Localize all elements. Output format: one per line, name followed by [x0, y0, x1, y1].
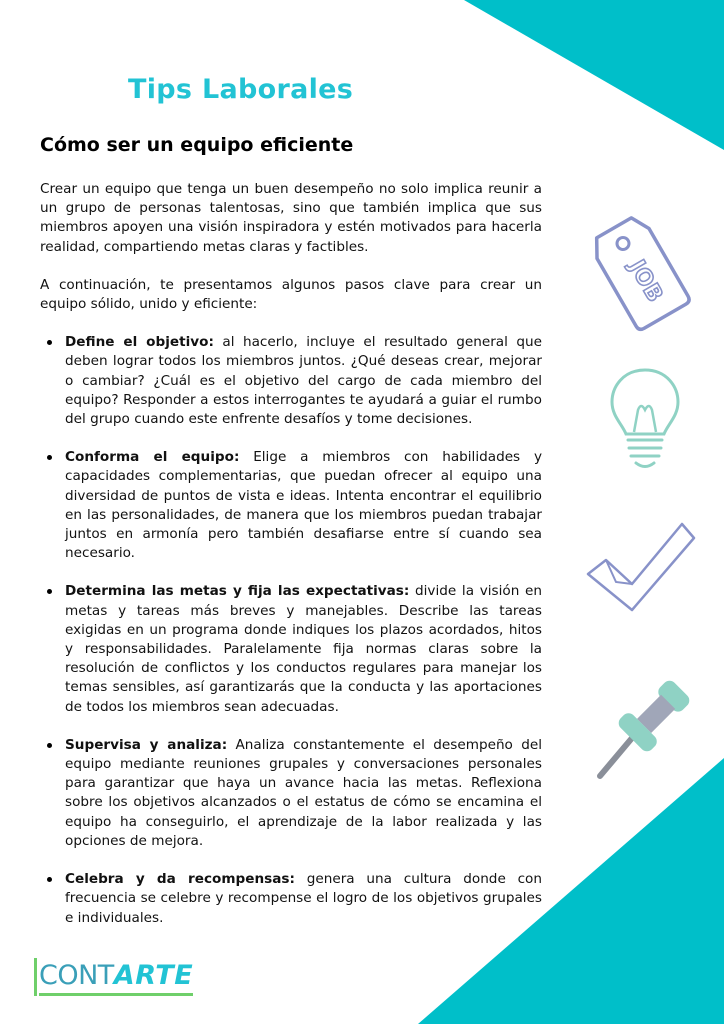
logo-text-cont: CONT: [39, 960, 114, 991]
steps-list: [40, 333, 542, 927]
intro-paragraph-2: A continuación, te presentamos algunos pasos clave para crear un equipo sólido, unido y eficiente:: [40, 276, 542, 313]
step-text: Analiza constantemente el desempeño del equipo mediante reuniones grupales y conversaciones personales para garantizar que haya un avance hacia las metas. Reflexiona sobre los objetivos alcanzados o el estatus de cómo se encamina el equipo ha conseguirlo, el aprendizaje de la labor realizada y las opciones de mejora.: [65, 736, 542, 849]
step-title: Define el objetivo:: [65, 334, 214, 351]
step-item-supervisa: [40, 736, 542, 851]
page-title: Tips Laborales: [128, 74, 354, 105]
top-right-teal-triangle: [464, 0, 724, 150]
logo-bar: [34, 958, 37, 996]
logo-text-arte: ARTE: [113, 960, 194, 991]
page-subtitle: Cómo ser un equipo eficiente: [40, 134, 354, 156]
bullet-icon: [47, 877, 52, 882]
checkmark-icon: [586, 522, 696, 614]
step-title: Determina las metas y fija las expectativas:: [65, 583, 410, 600]
step-item-determina: [40, 582, 542, 716]
step-text: genera una cultura donde con frecuencia se celebre y recompense el logro de los objetivos grupales e individuales.: [65, 871, 542, 926]
contarte-logo: [34, 958, 193, 996]
step-item-conforma: [40, 448, 542, 563]
step-title: Conforma el equipo:: [65, 449, 240, 466]
article-body: [40, 180, 542, 947]
job-tag-label: JOB: [623, 256, 668, 307]
bullet-icon: [47, 455, 52, 460]
step-item-celebra: [40, 870, 542, 928]
step-item-define: [40, 333, 542, 429]
step-text: al hacerlo, incluye el resultado general que deben lograr todos los miembros juntos. ¿Qué deseas crear, mejorar o cambiar? ¿Cuál es el objetivo del cargo de cada miembro del equipo? Responder a estos interrogantes te ayudará a guiar el rumbo del grupo cuando este enfrente desafíos y tome decisiones.: [65, 334, 542, 428]
bullet-icon: [47, 589, 52, 594]
step-text: divide la visión en metas y tareas más breves y manejables. Describe las tareas exigidas en un programa donde indiques los plazos acordados, hitos y responsabilidades. Paralelamente fija normas claras sobre la resolución de conflictos y los conductos regulares para manejar los temas sensibles, así garantizarás que la conducta y las aportaciones de todos los miembros sean adecuadas.: [65, 583, 543, 715]
intro-paragraph-1: Crear un equipo que tenga un buen desempeño no solo implica reunir a un grupo de personas talentosas, sino que también implica que sus miembros apoyen una visión inspiradora y estén motivados para hacerla realidad, compartiendo metas claras y factibles.: [40, 181, 542, 255]
step-title: Supervisa y analiza:: [65, 736, 228, 753]
step-text: Elige a miembros con habilidades y capacidades complementarias, que puedan ofrecer al equipo una diversidad de puntos de vista e ideas. Intenta encontrar el equilibrio en las personalidades, de manera que los miembros puedan trabajar juntos en armonía pero también desafiarse entre sí cuando sea necesario.: [65, 449, 542, 562]
lightbulb-icon: [604, 362, 686, 474]
bullet-icon: [47, 340, 52, 345]
logo-wordmark: [39, 961, 193, 996]
bullet-icon: [47, 743, 52, 748]
job-tag-icon: [580, 200, 692, 332]
step-title: Celebra y da recompensas:: [65, 871, 295, 888]
push-pin-icon: [590, 672, 700, 782]
